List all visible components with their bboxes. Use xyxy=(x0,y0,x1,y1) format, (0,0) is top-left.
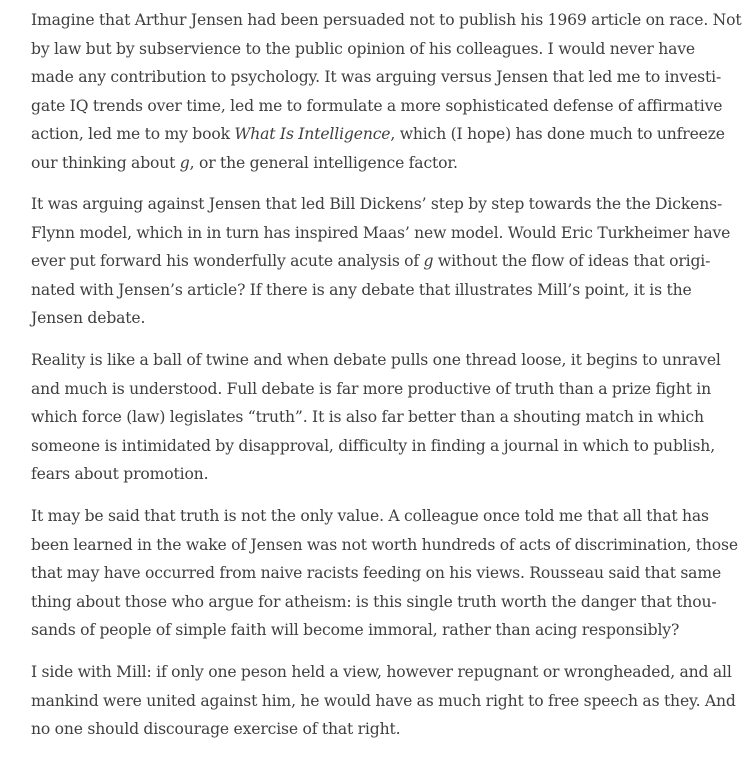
text-line xyxy=(31,149,741,178)
text-line: made any contribution to psychology. It was arguing versus Jensen that led me to investi- xyxy=(31,68,722,86)
text-line: been learned in the wake of Jensen was not worth hundreds of acts of discrimination, those xyxy=(31,535,738,554)
text-line xyxy=(31,247,730,276)
paragraph-2 xyxy=(31,190,730,333)
text-line: thing about those who argue for atheism: is this single truth worth the danger that thou- xyxy=(31,592,717,611)
text-line: It may be said that truth is not the only value. A colleague once told me that all that has xyxy=(31,507,709,525)
text-line: Imagine that Arthur Jensen had been persuaded not to publish his 1969 article on race. Not xyxy=(31,11,742,29)
text-line: I side with Mill: if only one peson held a view, however repugnant or wrongheaded, and all xyxy=(31,663,732,681)
book-title: What Is Intelligence xyxy=(234,125,391,143)
italic-term: g xyxy=(423,252,434,270)
text-line: someone is intimidated by disapproval, difficulty in finding a journal in which to publish, xyxy=(31,436,716,455)
text-line: and much is understood. Full debate is far more productive of truth than a prize fight in xyxy=(31,379,712,398)
italic-term: g xyxy=(179,153,190,172)
text-line: sands of people of simple faith will become immoral, rather than acing responsibly? xyxy=(31,621,680,639)
paragraph-4 xyxy=(31,502,738,645)
text-line: It was arguing against Jensen that led Bill Dickens’ step by step towards the the Dickens- xyxy=(31,195,723,213)
text-line: mankind were united against him, he would have as much right to free speech as they. And xyxy=(31,691,736,710)
text-segment: without the flow of ideas that origi- xyxy=(433,252,711,270)
text-segment: , or the general intelligence factor. xyxy=(189,153,458,172)
text-line: nated with Jensen’s article? If there is any debate that illustrates Mill’s point, it is the xyxy=(31,280,692,299)
text-segment: action, led me to my book xyxy=(31,125,235,143)
text-segment: our thinking about xyxy=(31,153,180,172)
text-line: no one should discourage exercise of that right. xyxy=(31,720,401,738)
text-line: which force (law) legislates “truth”. It is also far better than a shouting match in which xyxy=(31,408,704,426)
text-line: Jensen debate. xyxy=(31,309,146,327)
text-line: fears about promotion. xyxy=(31,465,209,483)
paragraph-1 xyxy=(31,6,741,177)
text-line: by law but by subservience to the public opinion of his colleagues. I would never have xyxy=(31,39,696,58)
text-line: gate IQ trends over time, led me to formulate a more sophisticated defense of affirmative xyxy=(31,96,723,115)
paragraph-5 xyxy=(31,658,736,744)
text-line: Flynn model, which in in turn has inspired Maas’ new model. Would Eric Turkheimer have xyxy=(31,223,731,242)
text-line: Reality is like a ball of twine and when debate pulls one thread loose, it begins to unravel xyxy=(31,351,721,369)
paragraph-3 xyxy=(31,346,721,489)
text-line xyxy=(31,120,741,149)
text-line: that may have occurred from naive racists feeding on his views. Rousseau said that same xyxy=(31,564,722,582)
text-segment: , which (I hope) has done much to unfreeze xyxy=(390,125,725,143)
text-segment: ever put forward his wonderfully acute analysis of xyxy=(31,252,424,270)
